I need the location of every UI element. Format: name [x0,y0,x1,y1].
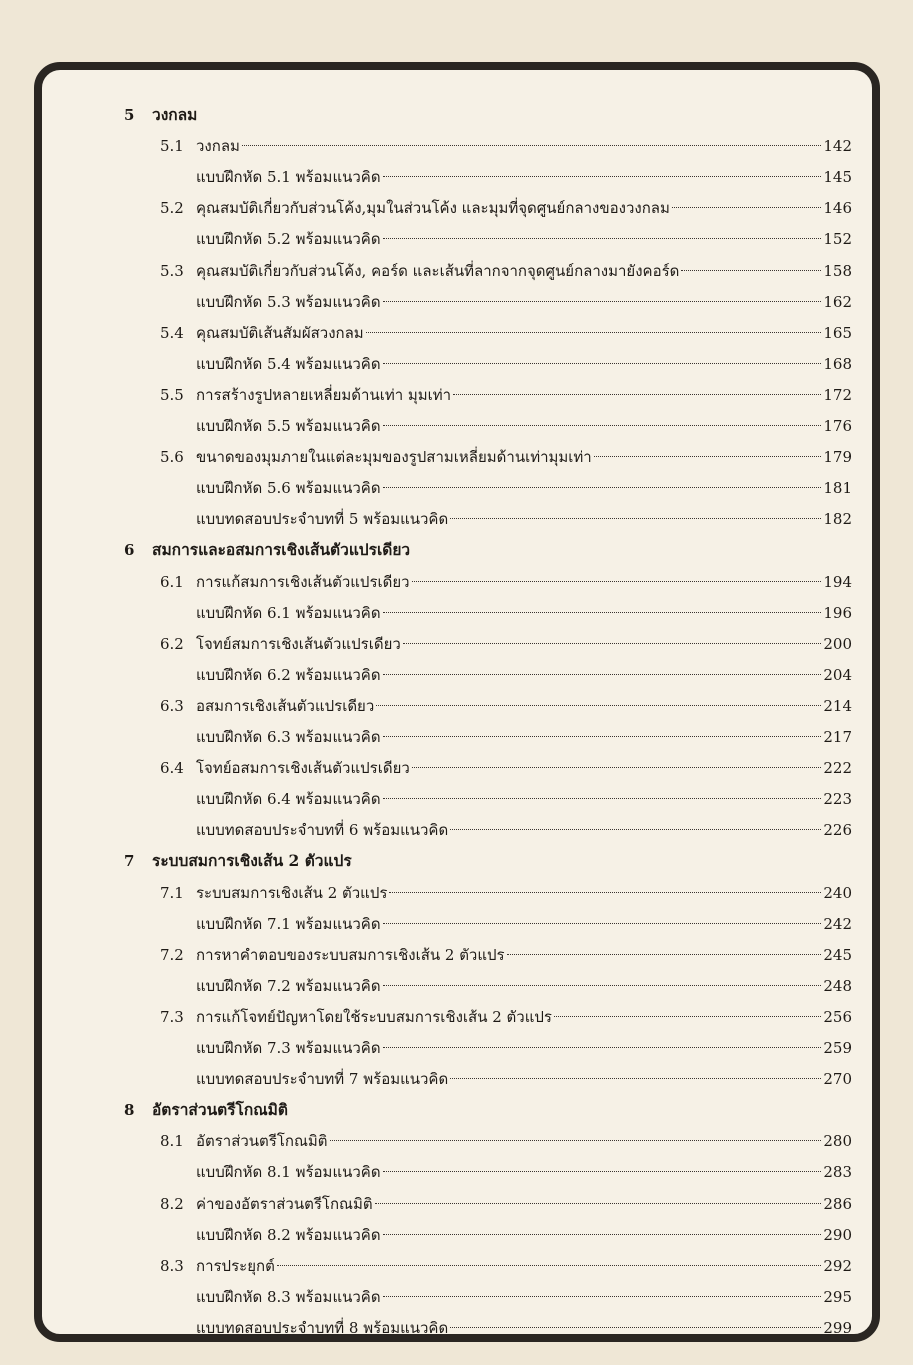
page-number: 240 [823,883,852,902]
toc-exercise-entry[interactable] [196,1033,852,1063]
entry-label: แบบฝึกหัด 5.5 พร้อมแนวคิด [196,417,381,435]
leader-dots [453,394,821,395]
entry-label: แบบฝึกหัด 5.2 พร้อมแนวคิด [196,230,381,249]
page-number: 242 [823,914,852,933]
leader-dots [277,1265,822,1266]
toc-exercise-entry[interactable] [196,909,852,939]
leader-dots [383,487,822,488]
leader-dots [383,1234,822,1235]
entry-label: อัตราส่วนตรีโกณมิติ [196,1132,328,1151]
page-number: 145 [823,168,852,187]
section-number: 7.3 [160,1007,184,1026]
page-number: 292 [823,1256,852,1275]
entry-label: การสร้างรูปหลายเหลี่ยมด้านเท่า มุมเท่า [196,385,452,404]
entry-label: แบบฝึกหัด 6.4 พร้อมแนวคิด [196,790,381,809]
section-number: 7.1 [160,883,184,902]
entry-label: การแก้สมการเชิงเส้นตัวแปรเดียว [196,572,410,591]
leader-dots [366,332,822,333]
chapter-title: อัตราส่วนตรีโกณมิติ [152,1100,288,1120]
page-number: 245 [823,945,852,964]
toc-exercise-entry[interactable] [196,349,852,379]
page-number: 194 [823,572,852,591]
toc-section-entry[interactable] [160,1189,852,1219]
section-number: 5.5 [160,385,184,404]
entry-label: แบบทดสอบประจำบทที่ 5 พร้อมแนวคิด [196,510,449,529]
leader-dots [330,1140,822,1141]
page-number: 204 [823,665,852,684]
page-number: 181 [823,479,852,498]
leader-dots [383,301,822,302]
entry-label: แบบฝึกหัด 7.1 พร้อมแนวคิด [196,914,381,933]
page-number: 158 [823,261,852,280]
toc-section-entry[interactable] [160,691,852,721]
toc-exercise-entry[interactable] [196,722,852,752]
section-number: 8.1 [160,1132,184,1151]
entry-label: ระบบสมการเชิงเส้น 2 ตัวแปร [196,883,388,902]
section-number: 5.3 [160,261,184,280]
entry-label: แบบทดสอบประจำบทที่ 8 พร้อมแนวคิด [196,1318,449,1337]
section-number: 7.2 [160,945,184,964]
page-number: 179 [823,448,852,467]
section-number: 6.1 [160,572,184,591]
toc-exercise-entry[interactable] [196,287,852,317]
section-number: 5.6 [160,448,184,467]
page-number: 152 [823,230,852,249]
toc-section-entry[interactable] [160,380,852,410]
leader-dots [383,1047,822,1048]
leader-dots [450,1078,821,1079]
chapter-heading [124,846,352,876]
section-number: 6.3 [160,696,184,715]
page-number: 172 [823,385,852,404]
toc-exercise-entry[interactable] [196,162,852,192]
toc-section-entry[interactable] [160,567,852,597]
leader-dots [376,705,821,706]
entry-label: ค่าของอัตราส่วนตรีโกณมิติ [196,1194,373,1213]
page-number: 217 [823,728,852,746]
section-number: 6.4 [160,759,184,778]
page-number: 223 [823,790,852,809]
leader-dots [383,176,822,177]
toc-section-entry[interactable] [160,193,852,223]
leader-dots [383,238,822,239]
entry-label: วงกลม [196,137,240,156]
toc-exercise-entry[interactable] [196,1220,852,1250]
entry-label: แบบฝึกหัด 6.1 พร้อมแนวคิด [196,603,381,622]
entry-label: การประยุกต์ [196,1256,275,1275]
section-number: 8.3 [160,1256,184,1275]
page-number: 162 [823,292,852,311]
toc-section-entry[interactable] [160,131,852,161]
chapter-number: 8 [124,1101,135,1120]
section-number: 5.4 [160,323,184,342]
entry-label: อสมการเชิงเส้นตัวแปรเดียว [196,696,375,715]
page-number: 280 [823,1132,852,1151]
page-number: 146 [823,199,852,218]
section-number: 6.2 [160,634,184,653]
entry-label: การแก้โจทย์ปัญหาโดยใช้ระบบสมการเชิงเส้น 2 ตัวแปร [196,1007,552,1026]
entry-label: ขนาดของมุมภายในแต่ละมุมของรูปสามเหลี่ยมด้านเท่ามุมเท่า [196,448,592,467]
leader-dots [450,829,821,830]
toc-section-entry[interactable] [160,753,852,783]
entry-label: แบบฝึกหัด 5.3 พร้อมแนวคิด [196,292,381,311]
entry-label: คุณสมบัติเกี่ยวกับส่วนโค้ง,มุมในส่วนโค้ง และมุมที่จุดศูนย์กลางของวงกลม [196,199,670,218]
leader-dots [412,767,822,768]
entry-label: การหาคำตอบของระบบสมการเชิงเส้น 2 ตัวแปร [196,945,505,964]
toc-section-entry[interactable] [160,878,852,908]
toc-exercise-entry[interactable] [196,504,852,534]
entry-label: แบบฝึกหัด 5.6 พร้อมแนวคิด [196,479,381,498]
entry-label: แบบทดสอบประจำบทที่ 6 พร้อมแนวคิด [196,821,449,840]
chapter-heading [124,100,197,130]
page-number: 165 [823,323,852,342]
entry-label: แบบฝึกหัด 8.1 พร้อมแนวคิด [196,1163,381,1182]
entry-label: แบบฝึกหัด 8.3 พร้อมแนวคิด [196,1287,381,1306]
entry-label: แบบฝึกหัด 8.2 พร้อมแนวคิด [196,1225,381,1244]
leader-dots [383,1171,822,1172]
page-number: 290 [823,1225,852,1244]
section-number: 5.1 [160,137,184,156]
page-number: 214 [823,696,852,715]
page-number: 196 [823,603,852,622]
page-number: 283 [823,1163,852,1182]
leader-dots [383,985,822,986]
leader-dots [375,1203,822,1204]
page-number: 248 [823,976,852,995]
page-number: 222 [823,759,852,778]
chapter-title: วงกลม [152,105,198,124]
page-number: 270 [823,1070,852,1089]
entry-label: คุณสมบัติเกี่ยวกับส่วนโค้ง, คอร์ด และเส้นที่ลากจากจุดศูนย์กลางมายังคอร์ด [196,261,680,280]
toc-section-entry[interactable] [160,1002,852,1032]
leader-dots [681,270,821,271]
toc-exercise-entry[interactable] [196,815,852,845]
entry-label: แบบฝึกหัด 5.1 พร้อมแนวคิด [196,168,381,187]
leader-dots [450,518,821,519]
chapter-title: สมการและอสมการเชิงเส้นตัวแปรเดียว [152,540,411,560]
page-number: 299 [823,1318,852,1337]
chapter-number: 7 [124,852,135,871]
leader-dots [383,363,822,364]
leader-dots [507,954,822,955]
chapter-number: 6 [124,541,135,560]
leader-dots [672,207,822,208]
page-number: 182 [823,510,852,529]
entry-label: แบบฝึกหัด 7.2 พร้อมแนวคิด [196,976,381,995]
toc-section-entry[interactable] [160,1251,852,1281]
entry-label: แบบฝึกหัด 6.3 พร้อมแนวคิด [196,728,381,746]
page-number: 295 [823,1287,852,1306]
entry-label: โจทย์อสมการเชิงเส้นตัวแปรเดียว [196,759,410,778]
toc-exercise-entry[interactable] [196,1282,852,1312]
toc-exercise-entry[interactable] [196,971,852,1001]
toc-exercise-entry[interactable] [196,784,852,814]
section-number: 8.2 [160,1194,184,1213]
leader-dots [412,581,822,582]
leader-dots [554,1016,821,1017]
toc-exercise-entry[interactable] [196,1064,852,1094]
toc-exercise-entry[interactable] [196,224,852,254]
toc-section-entry[interactable] [160,442,852,472]
chapter-number: 5 [124,106,135,124]
leader-dots [383,425,822,426]
section-number: 5.2 [160,199,184,218]
toc-exercise-entry[interactable] [196,1313,852,1343]
toc-section-entry[interactable] [160,940,852,970]
toc-section-entry[interactable] [160,629,852,659]
leader-dots [403,643,822,644]
page-number: 200 [823,634,852,653]
toc-exercise-entry[interactable] [196,660,852,690]
entry-label: โจทย์สมการเชิงเส้นตัวแปรเดียว [196,634,401,653]
page-number: 256 [823,1007,852,1026]
entry-label: คุณสมบัติเส้นสัมผัสวงกลม [196,323,364,342]
leader-dots [383,674,822,675]
chapter-heading [124,1095,288,1125]
leader-dots [389,892,821,893]
page-number: 226 [823,821,852,840]
leader-dots [383,923,822,924]
toc-section-entry[interactable] [160,1126,852,1156]
toc-exercise-entry[interactable] [196,411,852,441]
page-number: 168 [823,354,852,373]
entry-label: แบบฝึกหัด 6.2 พร้อมแนวคิด [196,665,381,684]
leader-dots [594,456,822,457]
toc-exercise-entry[interactable] [196,598,852,628]
leader-dots [242,145,821,146]
toc-section-entry[interactable] [160,256,852,286]
toc-exercise-entry[interactable] [196,1157,852,1187]
page-number: 142 [823,137,852,156]
leader-dots [383,798,822,799]
leader-dots [383,612,822,613]
toc-section-entry[interactable] [160,318,852,348]
leader-dots [383,736,822,737]
entry-label: แบบฝึกหัด 7.3 พร้อมแนวคิด [196,1039,381,1057]
leader-dots [450,1327,821,1328]
page-number: 259 [823,1039,852,1057]
chapter-heading [124,535,410,565]
leader-dots [383,1296,822,1297]
entry-label: แบบทดสอบประจำบทที่ 7 พร้อมแนวคิด [196,1070,449,1089]
entry-label: แบบฝึกหัด 5.4 พร้อมแนวคิด [196,354,381,373]
page-number: 176 [823,417,852,435]
chapter-title: ระบบสมการเชิงเส้น 2 ตัวแปร [152,851,352,871]
toc-exercise-entry[interactable] [196,473,852,503]
page-number: 286 [823,1194,852,1213]
